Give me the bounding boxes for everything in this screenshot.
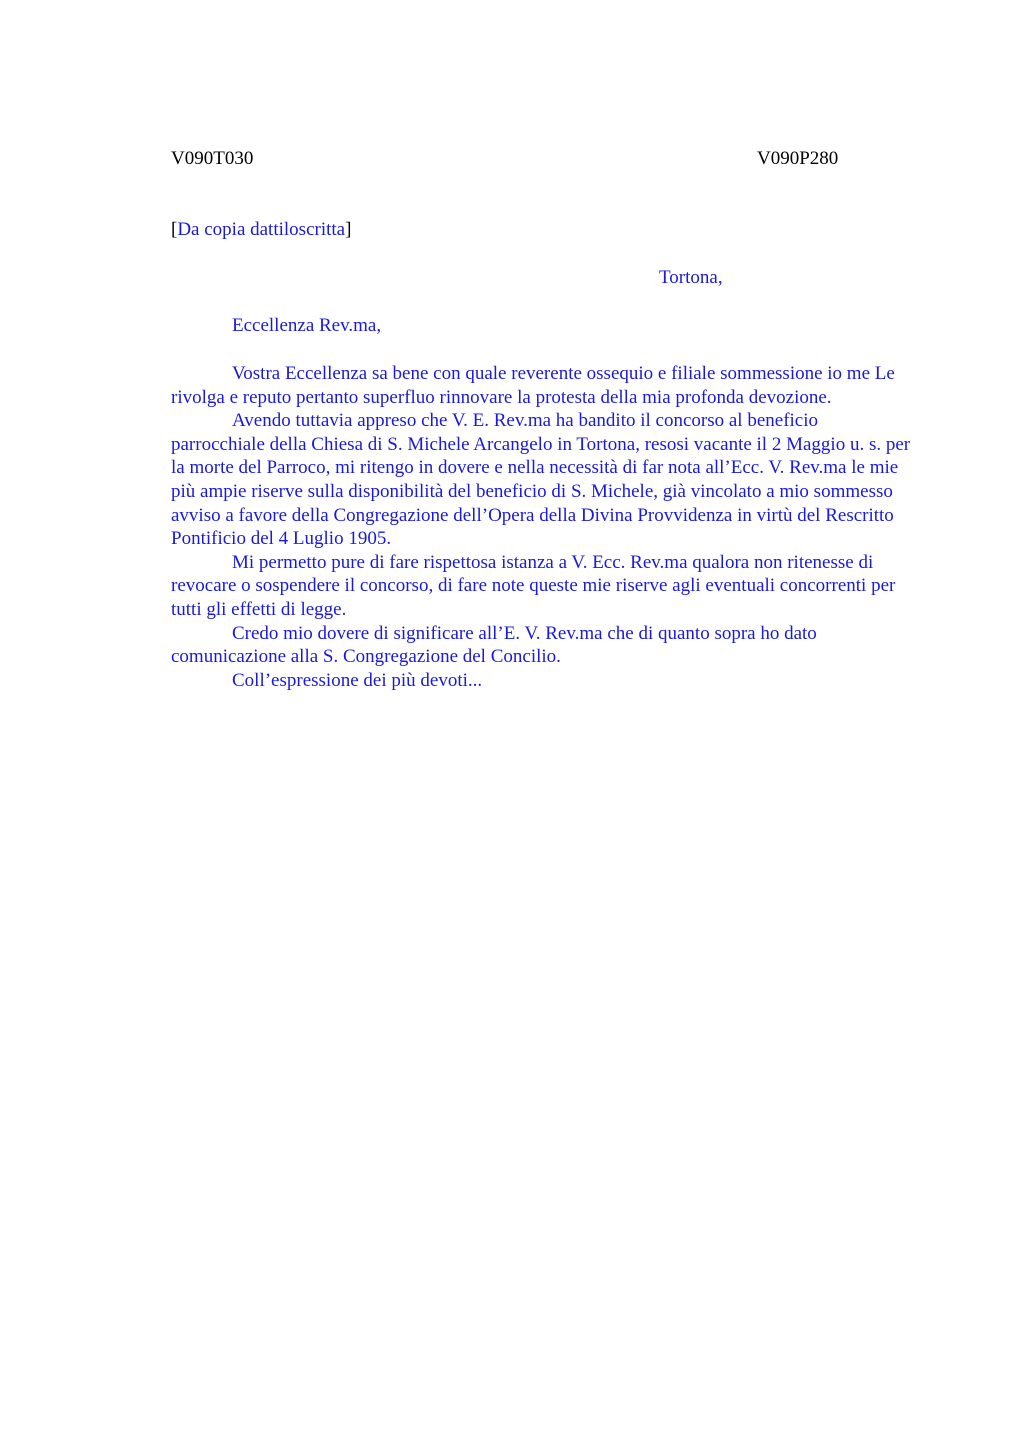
- letter-place: Tortona,: [659, 267, 723, 288]
- source-note-open-bracket: [: [171, 219, 178, 240]
- letter-paragraph: Avendo tuttavia appreso che V. E. Rev.ma ha bandito il concorso al beneficio parrocchiale della Chiesa di S. Michele Arcangelo in Tortona, resosi vacante il 2 Maggio u. s. per la morte del Parroco, mi ritengo in dovere e nella necessità di far nota all’Ecc. V. Rev.ma le mie più ampie riserve sulla disponibilità del beneficio di S. Michele, già vincolato a mio sommesso avviso a favore della Congregazione dell’Opera della Divina Provvidenza in virtù del Rescritto Pontificio del 4 Luglio 1905.: [171, 410, 911, 550]
- letter-paragraph: Credo mio dovere di significare all’E. V. Rev.ma che di quanto sopra ho dato comunicazione alla S. Congregazione del Concilio.: [171, 622, 817, 668]
- source-note-text: Da copia dattiloscritta: [177, 219, 346, 240]
- letter-paragraph: Vostra Eccellenza sa bene con quale reverente ossequio e filiale sommessione io me Le rivolga e reputo pertanto superfluo rinnovare la protesta della mia profonda devozione.: [171, 363, 895, 408]
- letter-paragraph: Coll’espressione dei più devoti...: [232, 669, 483, 691]
- source-note: [171, 218, 351, 242]
- source-note-close-bracket: ]: [345, 219, 352, 240]
- letter-salutation: Eccellenza Rev.ma,: [232, 315, 382, 336]
- letter-body: [171, 362, 916, 692]
- document-code-right: V090P280: [757, 148, 839, 169]
- document-code-left: V090T030: [171, 148, 254, 169]
- letter-paragraph: Mi permetto pure di fare rispettosa istanza a V. Ecc. Rev.ma qualora non ritenesse di revocare o sospendere il concorso, di fare note queste mie riserve agli eventuali concorrenti per tutti gli effetti di legge.: [171, 551, 896, 620]
